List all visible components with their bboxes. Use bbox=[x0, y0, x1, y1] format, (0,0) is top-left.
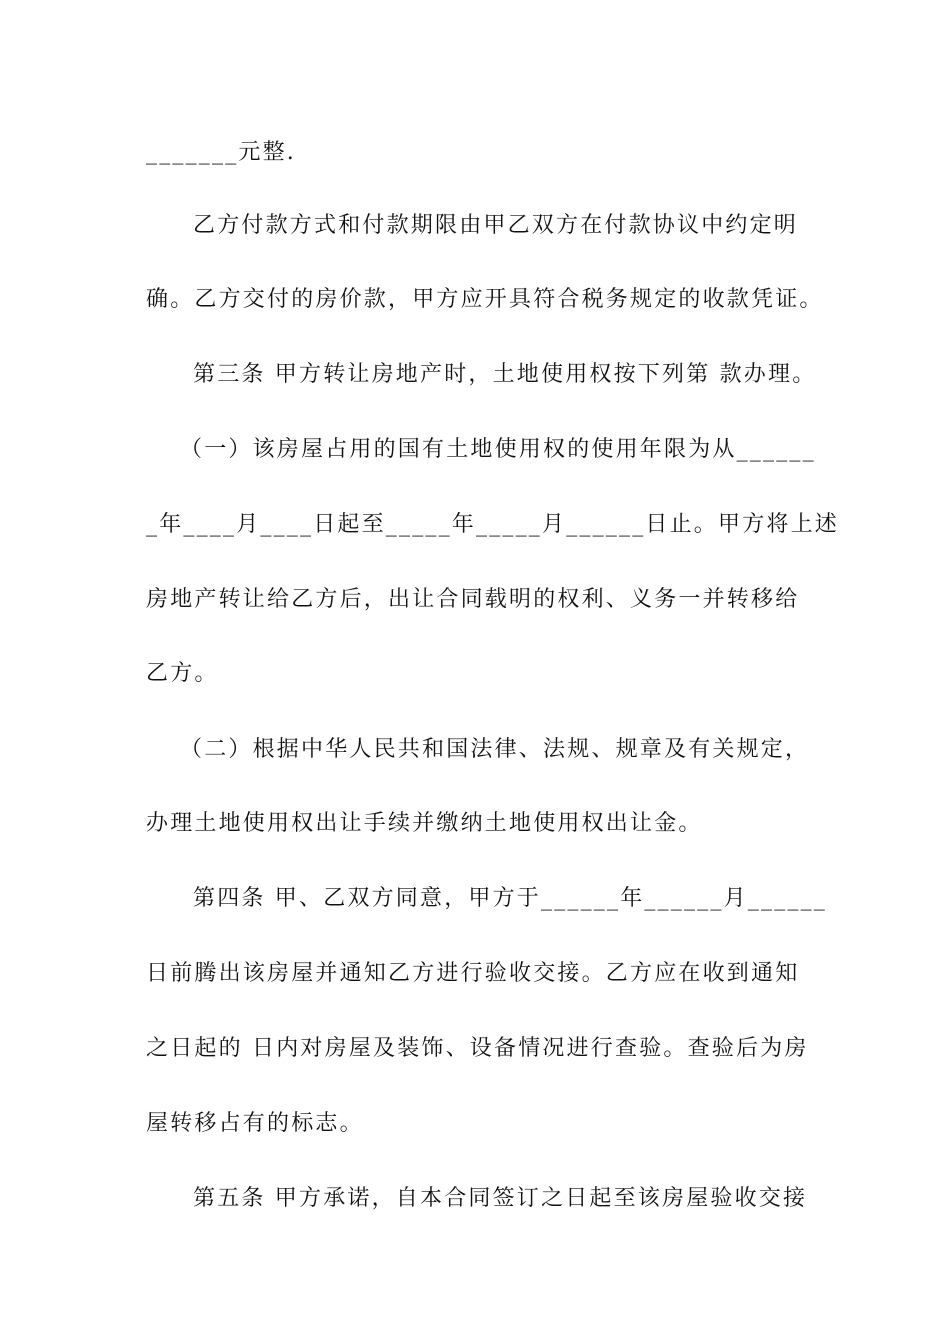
text-line-payment-receipt: 确。乙方交付的房价款，甲方应开具符合税务规定的收款凭证。 bbox=[146, 287, 824, 312]
article-five-line-1: 第五条 甲方承诺，自本合同签订之日起至该房屋验收交接 bbox=[193, 1186, 808, 1211]
clause-two-line-1: （二）根据中华人民共和国法律、法规、规章及有关规定， bbox=[180, 737, 810, 762]
clause-one-line-3: 房地产转让给乙方后，出让合同载明的权利、义务一并转移给 bbox=[146, 587, 800, 612]
clause-one-line-1: （一）该房屋占用的国有土地使用权的使用年限为从______ bbox=[180, 437, 816, 462]
article-four-line-3: 之日起的 日内对房屋及装饰、设备情况进行查验。查验后为房 bbox=[146, 1036, 809, 1061]
clause-one-line-2: _年____月____日起至_____年_____月______日止。甲方将上述 bbox=[146, 512, 840, 537]
article-four-line-4: 屋转移占有的标志。 bbox=[146, 1111, 364, 1136]
clause-one-line-4: 乙方。 bbox=[146, 661, 219, 686]
text-line-payment-terms: 乙方付款方式和付款期限由甲乙双方在付款协议中约定明 bbox=[193, 213, 799, 238]
text-line-amount: _______元整. bbox=[146, 140, 296, 165]
article-four-line-1: 第四条 甲、乙双方同意，甲方于______年______月______ bbox=[193, 886, 827, 911]
article-four-line-2: 日前腾出该房屋并通知乙方进行验收交接。乙方应在收到通知 bbox=[146, 961, 800, 986]
article-three-heading: 第三条 甲方转让房地产时，土地使用权按下列第 款办理。 bbox=[193, 362, 817, 387]
clause-two-line-2: 办理土地使用权出让手续并缴纳土地使用权出让金。 bbox=[146, 811, 703, 836]
